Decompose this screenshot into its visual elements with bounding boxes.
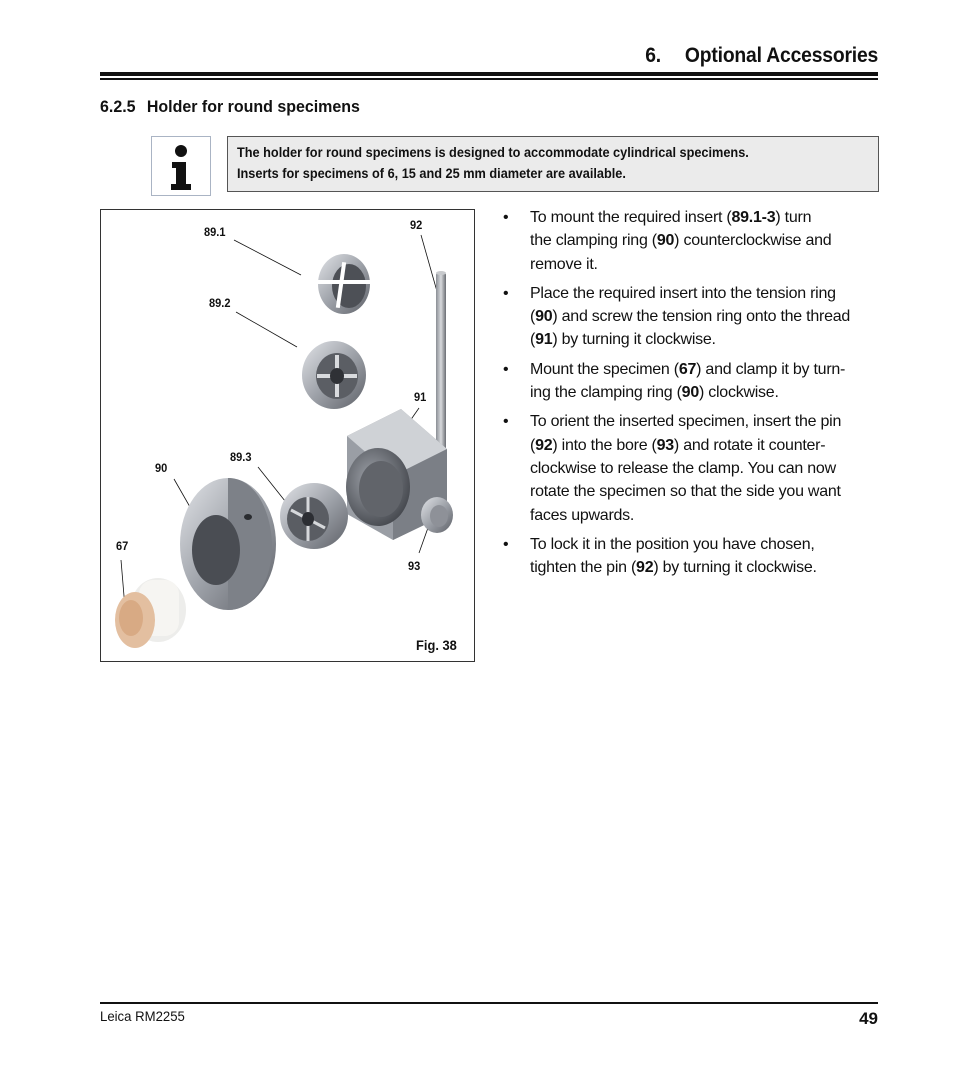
header-rule-thin [100,78,878,80]
part-reference: 93 [656,436,674,454]
callout-92: 92 [410,218,423,232]
instruction-step [503,282,879,352]
instruction-step [503,410,879,526]
instruction-text: ) and screw the tension ring onto the thread [552,308,851,326]
instruction-line [530,328,879,351]
info-note-line: The holder for round specimens is designed to accommodate cylindrical specimens. [237,145,749,160]
callout-91: 91 [414,390,427,404]
part-reference: 89.1-3 [731,209,776,226]
footer-product-name: Leica RM2255 [100,1008,185,1024]
instruction-text: ( [530,436,536,454]
instruction-line [530,533,879,556]
instruction-text: To lock it in the position you have chosen, [530,535,815,553]
instruction-text: the clamping ring ( [530,232,657,250]
instruction-step [503,206,879,276]
bullet-marker: • [503,360,509,378]
callout-89-3: 89.3 [230,450,252,464]
instruction-step [503,358,879,405]
instruction-text: Place the required insert into the tension ring [530,284,836,302]
instruction-text: ) by turning it clockwise. [552,331,716,349]
instruction-text: ) into the bore ( [552,436,657,454]
instruction-text: ) turn [775,209,812,226]
part-reference: 92 [535,436,553,454]
instruction-text: ( [530,331,536,349]
instruction-text: ) and rotate it counter- [673,436,826,454]
instruction-line [530,358,879,381]
instruction-text: clockwise to release the clamp. You can now [530,459,836,477]
instruction-text: To mount the required insert ( [530,209,732,226]
instruction-line [530,504,879,527]
instruction-list [503,206,879,585]
chapter-number: 6. [645,44,661,67]
bullet-marker: • [503,413,509,431]
part-reference: 92 [636,559,654,577]
info-note [227,136,879,192]
instruction-text: ) counterclockwise and [674,232,832,250]
instruction-text: Mount the specimen ( [530,360,679,378]
chapter-title-text: Optional Accessories [684,44,878,67]
instruction-text: faces upwards. [530,506,635,524]
instruction-line [530,480,879,503]
section-number: 6.2.5 [100,97,136,116]
info-icon [151,136,211,196]
header-rule-thick [100,72,878,76]
instruction-text: ) and clamp it by turn- [696,360,846,378]
instruction-line [530,457,879,480]
callout-67: 67 [116,539,129,553]
instruction-line [530,410,879,433]
callout-90: 90 [155,461,168,475]
part-reference: 67 [678,360,697,378]
instruction-text: remove it. [530,255,598,273]
info-note-line: Inserts for specimens of 6, 15 and 25 mm diameter are available. [237,166,626,181]
callout-89-2: 89.2 [209,296,231,310]
holder-parts-illustration [101,210,474,661]
instruction-line [530,206,879,229]
section-title: Holder for round specimens [146,97,360,116]
instruction-line [530,229,879,252]
instruction-line [530,556,879,579]
instruction-text: ( [530,308,536,326]
instruction-text: rotate the specimen so that the side you want [530,483,841,501]
instruction-text: ing the clamping ring ( [530,384,682,402]
page-number: 49 [859,1009,878,1028]
instruction-line [530,253,879,276]
instruction-text: ) clockwise. [698,384,779,402]
bullet-marker: • [503,535,509,553]
instruction-line [530,282,879,305]
section-heading [100,97,360,117]
instruction-line [530,305,879,328]
callout-89-1: 89.1 [204,225,226,239]
instruction-text: To orient the inserted specimen, insert the pin [530,413,842,431]
figure-caption: Fig. 38 [416,637,457,653]
part-reference: 90 [681,384,699,402]
bullet-marker: • [503,209,509,226]
part-reference: 90 [535,308,553,326]
part-reference: 90 [656,232,675,250]
chapter-title [645,44,878,68]
instruction-line [530,381,879,404]
instruction-step [503,533,879,580]
callout-93: 93 [408,559,421,573]
instruction-line [530,434,879,457]
bullet-marker: • [503,284,509,302]
footer-rule [100,1002,878,1004]
part-reference: 91 [535,331,553,349]
figure-38 [100,209,475,662]
instruction-text: tighten the pin ( [530,559,637,577]
instruction-text: ) by turning it clockwise. [653,559,817,577]
